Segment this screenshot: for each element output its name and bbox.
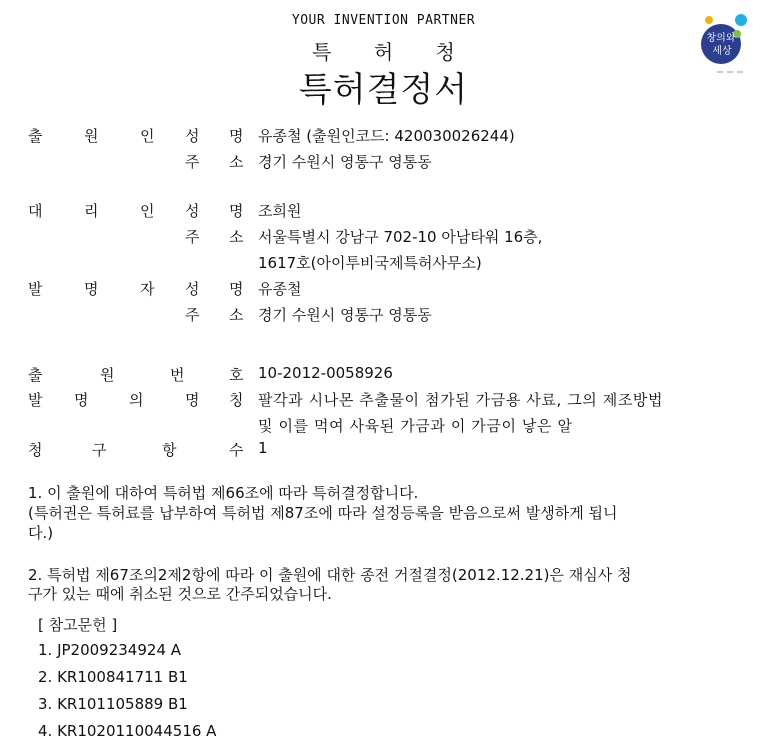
references-heading: [ 참고문헌 ] (38, 616, 118, 634)
decision-paragraph-1-line1: 1. 이 출원에 대하여 특허법 제66조에 따라 특허결정합니다. (28, 484, 419, 502)
inventor-name: 유종철 (258, 280, 302, 298)
decision-paragraph-2-line2: 구가 있는 때에 취소된 것으로 간주되었습니다. (28, 585, 332, 603)
document-title: 특허결정서 (298, 70, 469, 110)
invention-title-label: 발 명 의 명 칭 (28, 391, 244, 409)
reference-item: 2. KR100841711 B1 (38, 668, 188, 686)
svg-text:세상: 세상 (712, 46, 732, 57)
reference-item: 4. KR1020110044516 A (38, 722, 217, 740)
agent-name: 조희원 (258, 202, 302, 220)
invention-title-line2: 및 이를 먹여 사육된 가금과 이 가금이 낳은 알 (258, 417, 573, 435)
kipo-logo (695, 8, 755, 78)
partner-slogan: YOUR INVENTION PARTNER (291, 13, 476, 28)
agent-address-line1: 서울특별시 강남구 702-10 아남타워 16층, (258, 228, 543, 246)
invention-title-line1: 팔각과 시나몬 추출물이 첨가된 가금용 사료, 그의 제조방법 (258, 391, 664, 409)
reference-item: 3. KR101105889 B1 (38, 695, 188, 713)
reference-item: 1. JP2009234924 A (38, 641, 182, 659)
svg-text:창의와: 창의와 (706, 33, 736, 44)
claims-count: 1 (258, 439, 268, 457)
agent-address-label: 주 소 (185, 228, 244, 246)
applicant-name: 유종철 (출원인코드: 420030026244) (258, 127, 515, 145)
application-number: 10-2012-0058926 (258, 364, 393, 382)
office-name: 특 허 청 (312, 40, 473, 64)
claims-count-label: 청 구 항 수 (28, 441, 244, 459)
decision-paragraph-2-line1: 2. 특허법 제67조의2제2항에 따라 이 출원에 대한 종전 거절결정(2012.12.21)은 재심사 청 (28, 566, 632, 584)
application-number-label: 출 원 번 호 (28, 366, 244, 384)
agent-name-label: 대 리 인 성 명 (28, 202, 244, 220)
agent-address-line2: 1617호(아이투비국제특허사무소) (258, 254, 482, 272)
inventor-name-label: 발 명 자 성 명 (28, 280, 244, 298)
applicant-address: 경기 수원시 영통구 영통동 (258, 153, 432, 171)
applicant-name-label: 출 원 인 성 명 (28, 127, 244, 145)
inventor-address-label: 주 소 (185, 306, 244, 324)
decision-paragraph-1-line3: 다.) (28, 524, 54, 542)
applicant-address-label: 주 소 (185, 153, 244, 171)
decision-paragraph-1-line2: (특허권은 특허료를 납부하여 특허법 제87조에 따라 설정등록을 받음으로써 발생하게 됩니 (28, 504, 618, 522)
inventor-address: 경기 수원시 영통구 영통동 (258, 306, 432, 324)
